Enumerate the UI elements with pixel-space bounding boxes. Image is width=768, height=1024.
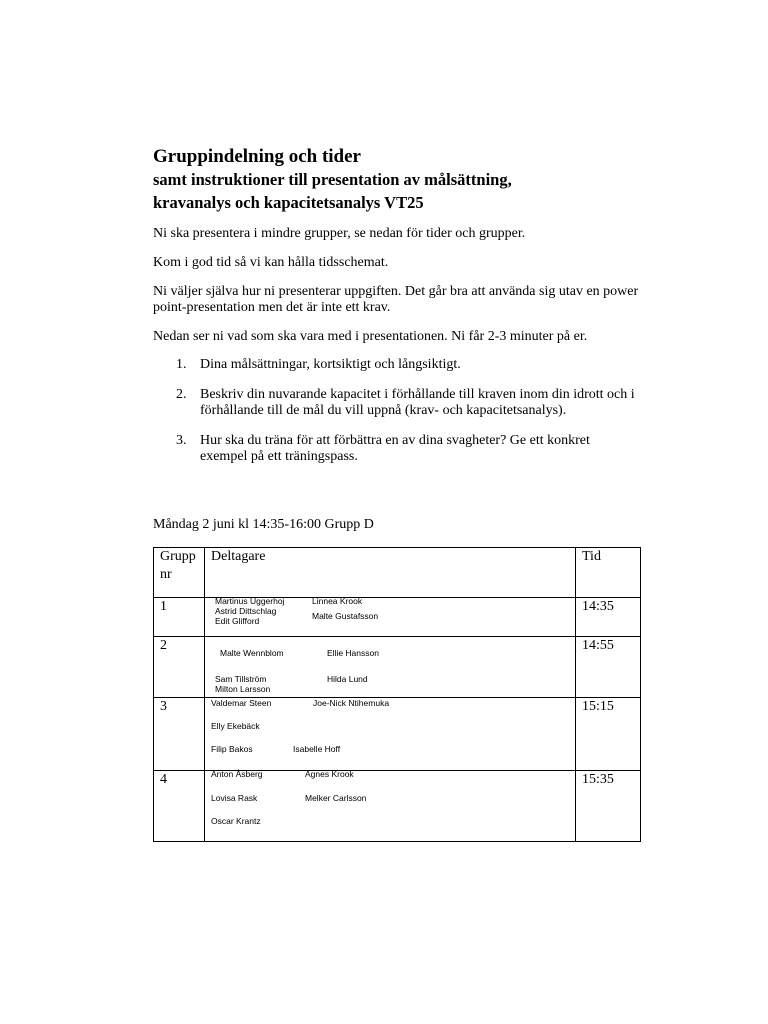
participant-name: Agnes Krook bbox=[305, 769, 354, 779]
participant-name: Ellie Hansson bbox=[327, 648, 379, 658]
time-slot: 14:55 bbox=[582, 638, 614, 653]
participant-name: Elly Ekebäck bbox=[211, 721, 260, 731]
session-date-line: Måndag 2 juni kl 14:35-16:00 Grupp D bbox=[153, 517, 374, 532]
participant-name: Lovisa Rask bbox=[211, 793, 258, 803]
participant-names bbox=[205, 771, 575, 841]
time-slot: 15:35 bbox=[582, 772, 614, 787]
time-slot: 15:15 bbox=[582, 699, 614, 714]
list-text: Hur ska du träna för att förbättra en av dina svagheter? Ge ett konkret exempel på ett träningspass. bbox=[200, 433, 590, 464]
participant-name: Anton Åsberg bbox=[211, 769, 263, 779]
participant-name: Astrid Dittschlag bbox=[215, 606, 277, 616]
participant-names bbox=[205, 637, 575, 697]
participant-name: Isabelle Hoff bbox=[293, 744, 341, 754]
table-row bbox=[154, 598, 641, 637]
paragraph-format: Ni väljer själva hur ni presenterar uppgiften. Det går bra att använda sig utav en power point-presentation men det är inte ett krav. bbox=[153, 284, 639, 315]
list-number: 1. bbox=[176, 357, 187, 372]
participant-name: Malte Wennblom bbox=[220, 648, 284, 658]
paragraph-instructions: Ni ska presentera i mindre grupper, se nedan för tider och grupper. bbox=[153, 226, 526, 241]
participant-name: Milton Larsson bbox=[215, 684, 271, 694]
list-item bbox=[153, 433, 639, 465]
subtitle-line-1: samt instruktioner till presentation av målsättning, bbox=[153, 170, 512, 189]
time-slot: 14:35 bbox=[582, 599, 614, 614]
participant-name: Malte Gustafsson bbox=[312, 611, 379, 621]
participant-name: Martinus Uggerhoj bbox=[215, 596, 285, 606]
list-text: Dina målsättningar, kortsiktigt och långsiktigt. bbox=[200, 357, 461, 372]
participant-name: Sam Tillström bbox=[215, 674, 267, 684]
participant-names bbox=[205, 698, 575, 770]
participant-name: Edit Glifford bbox=[215, 616, 260, 626]
list-number: 3. bbox=[176, 433, 187, 448]
group-schedule-table bbox=[153, 547, 641, 842]
participant-name: Joe-Nick Ntihemuka bbox=[313, 698, 390, 708]
participant-name: Filip Bakos bbox=[211, 744, 253, 754]
document-body bbox=[153, 146, 639, 479]
table-row bbox=[154, 637, 641, 698]
subtitle-line-2: kravanalys och kapacitetsanalys VT25 bbox=[153, 193, 424, 212]
header-time: Tid bbox=[582, 549, 601, 564]
requirements-list bbox=[153, 357, 639, 465]
list-item bbox=[153, 387, 639, 419]
list-text: Beskriv din nuvarande kapacitet i förhållande till kraven inom din idrott och i förhållande till de mål du vill uppnå (krav- och kapacitetsanalys). bbox=[200, 387, 635, 418]
header-group-nr: Grupp nr bbox=[160, 549, 196, 582]
header-participants: Deltagare bbox=[211, 549, 266, 564]
participant-name: Valdemar Steen bbox=[211, 698, 272, 708]
group-number: 4 bbox=[160, 772, 167, 787]
page-title: Gruppindelning och tider bbox=[153, 146, 361, 167]
participant-name: Oscar Krantz bbox=[211, 816, 261, 826]
paragraph-punctuality: Kom i god tid så vi kan hålla tidsschemat. bbox=[153, 255, 389, 270]
group-number: 1 bbox=[160, 599, 167, 614]
table-header-row bbox=[154, 548, 641, 598]
participant-name: Hilda Lund bbox=[327, 674, 368, 684]
group-number: 2 bbox=[160, 638, 167, 653]
participant-name: Melker Carlsson bbox=[305, 793, 367, 803]
list-item bbox=[153, 357, 639, 373]
paragraph-content-intro: Nedan ser ni vad som ska vara med i presentationen. Ni får 2-3 minuter på er. bbox=[153, 329, 588, 344]
participant-names bbox=[205, 598, 575, 636]
participant-name: Linnea Krook bbox=[312, 596, 363, 606]
group-number: 3 bbox=[160, 699, 167, 714]
table-row bbox=[154, 698, 641, 771]
list-number: 2. bbox=[176, 387, 187, 402]
table-row bbox=[154, 771, 641, 842]
